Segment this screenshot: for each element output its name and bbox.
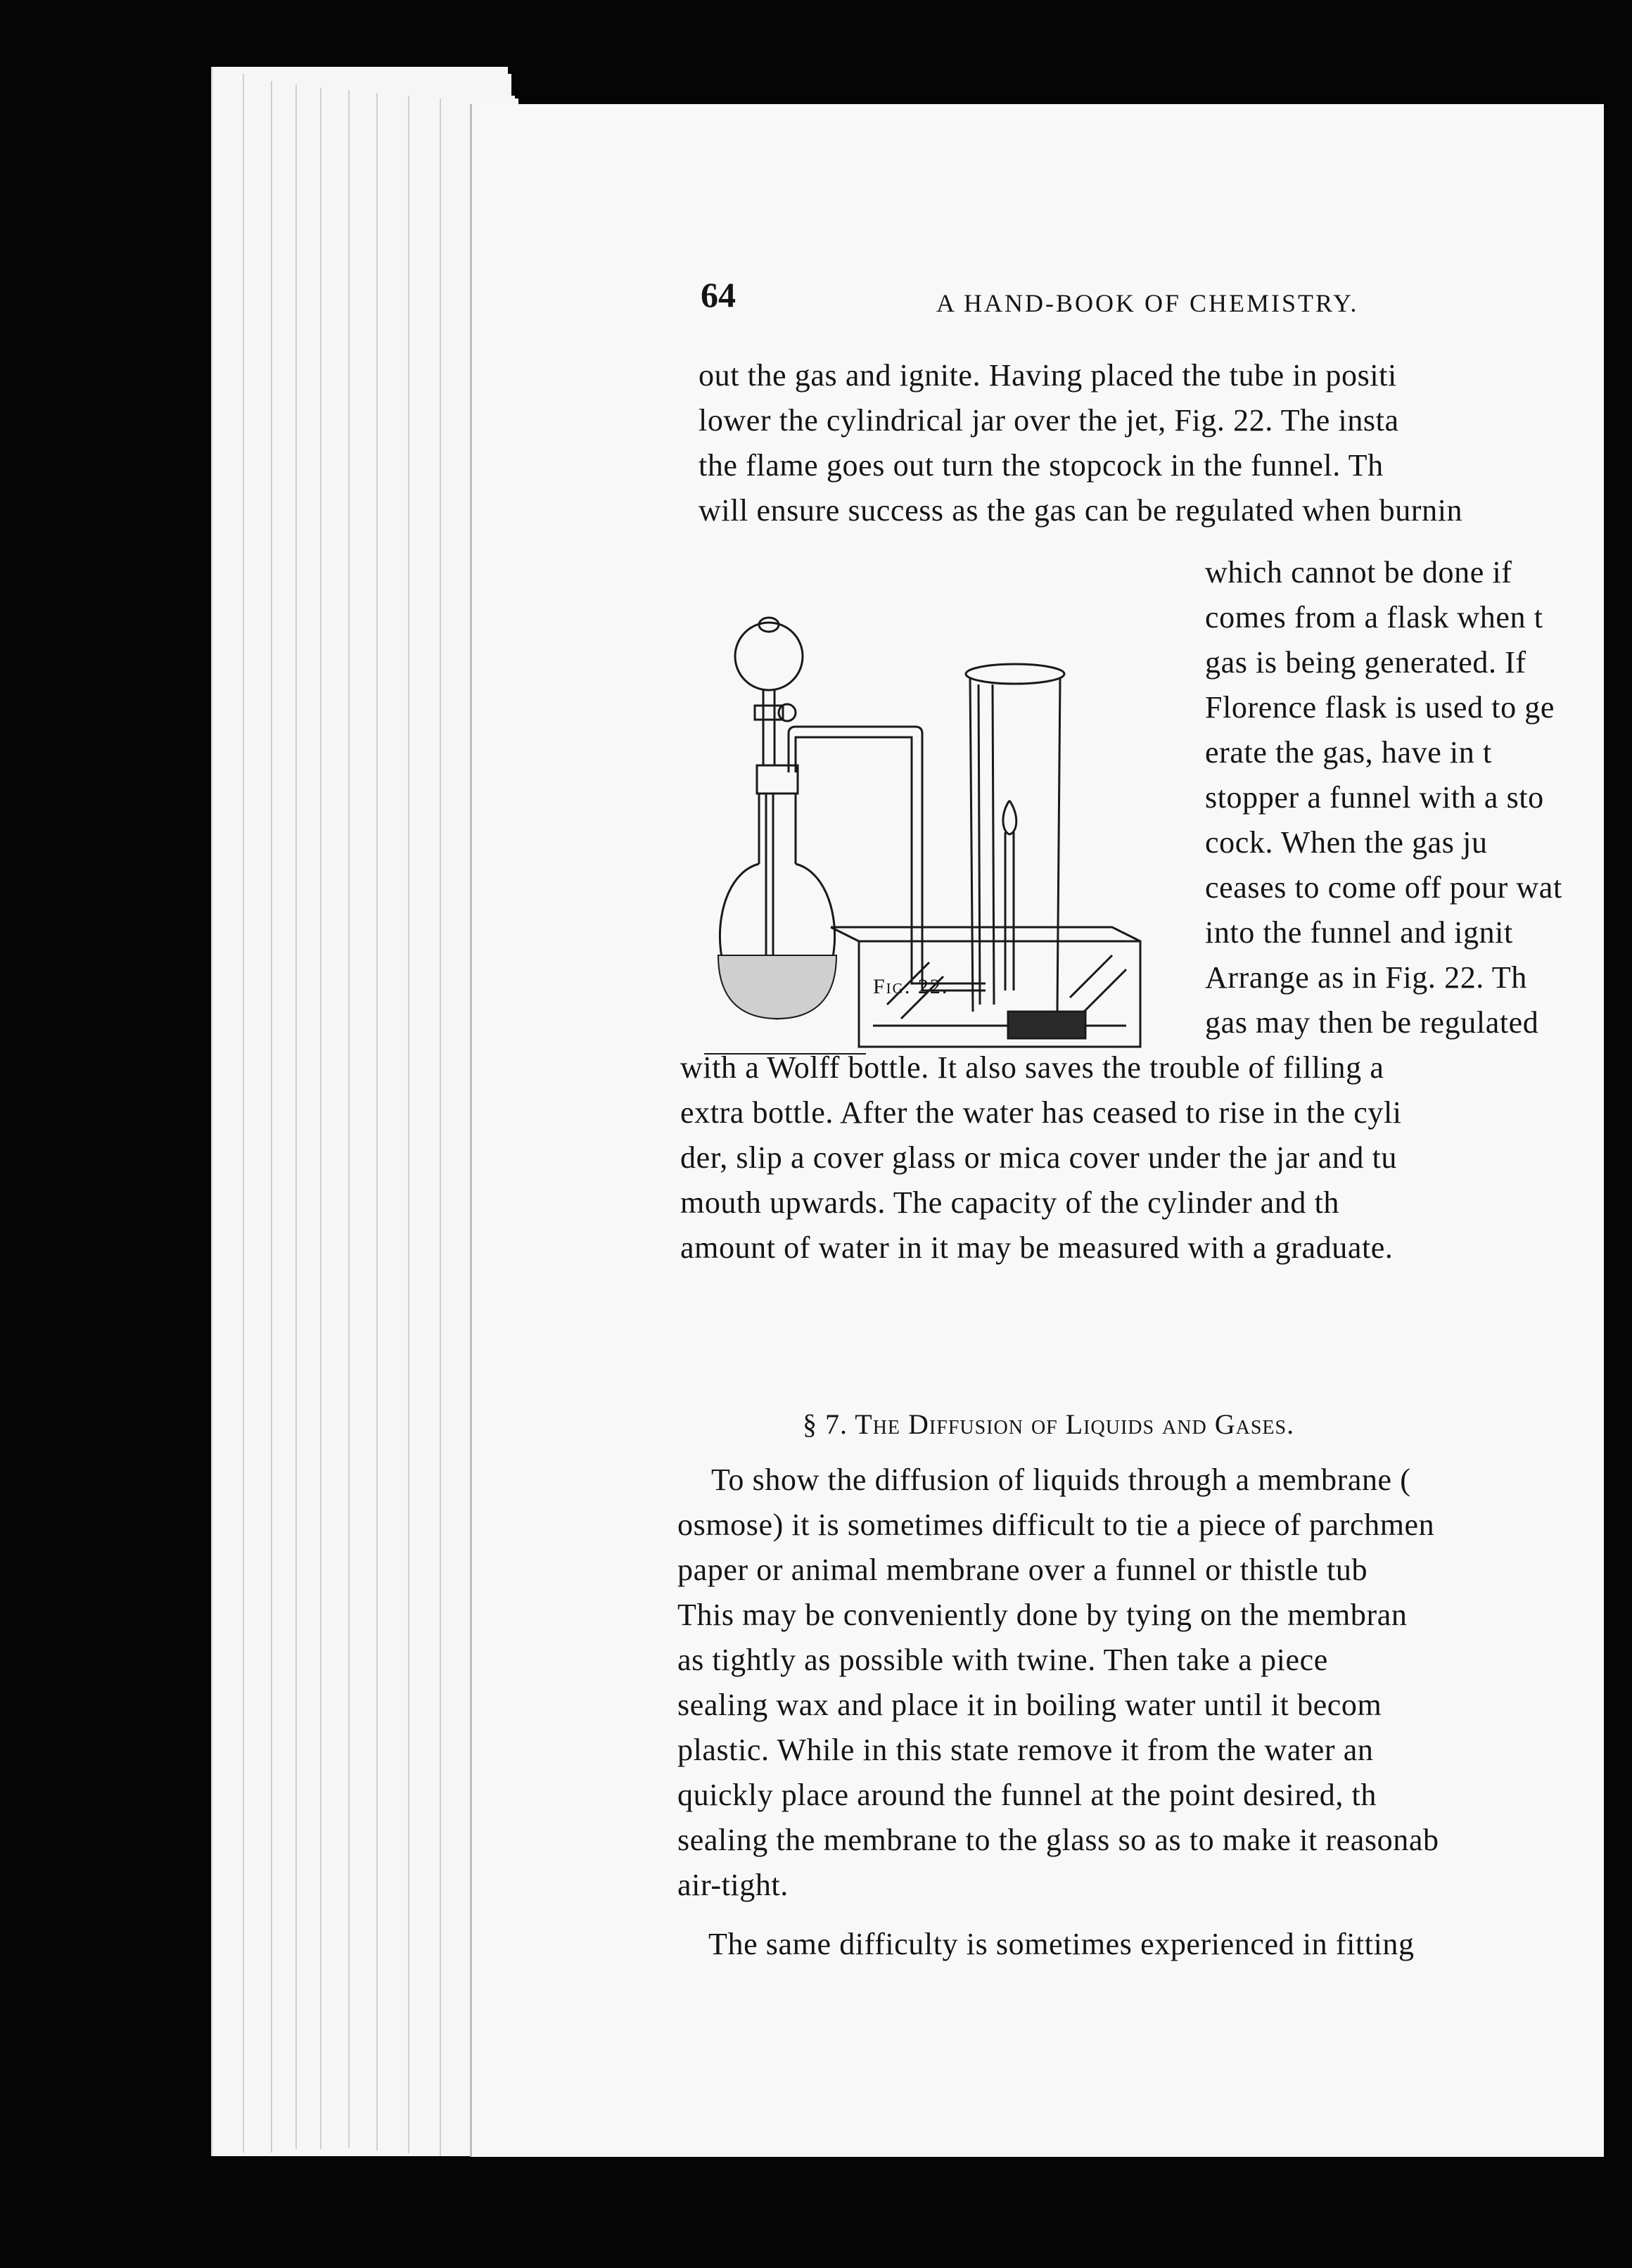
figure-22-illustration (690, 561, 1246, 1103)
text-line: extra bottle. After the water has ceased to rise in the cyli (680, 1095, 1402, 1130)
text-line: air-tight. (677, 1868, 789, 1902)
text-line: comes from a flask when t (1205, 600, 1543, 635)
text-line: cock. When the gas ju (1205, 825, 1488, 860)
text-line: sealing the membrane to the glass so as to make it reasonab (677, 1823, 1439, 1857)
text-line: with a Wolff bottle. It also saves the trouble of filling a (680, 1050, 1384, 1085)
section-heading: § 7. The Diffusion of Liquids and Gases. (803, 1408, 1295, 1440)
text-line: out the gas and ignite. Having placed the tube in positi (699, 358, 1397, 393)
text-line: The same difficulty is sometimes experienced in fitting (708, 1927, 1415, 1961)
text-line: gas may then be regulated (1205, 1005, 1539, 1040)
text-line: Arrange as in Fig. 22. Th (1205, 960, 1527, 995)
text-line: the flame goes out turn the stopcock in the funnel. Th (699, 448, 1384, 483)
text-line: osmose) it is sometimes difficult to tie a piece of parchmen (677, 1508, 1435, 1542)
text-line: Florence flask is used to ge (1205, 690, 1555, 725)
text-line: paper or animal membrane over a funnel or thistle tub (677, 1553, 1368, 1587)
text-line: lower the cylindrical jar over the jet, Fig. 22. The insta (699, 403, 1399, 438)
text-line: amount of water in it may be measured with a graduate. (680, 1230, 1394, 1265)
running-head: A HAND-BOOK OF CHEMISTRY. (936, 289, 1359, 317)
text-line: To show the diffusion of liquids through a membrane ( (711, 1463, 1411, 1497)
text-line: mouth upwards. The capacity of the cylinder and th (680, 1185, 1340, 1220)
scan-border-right (1604, 0, 1632, 2268)
text-line: will ensure success as the gas can be regulated when burnin (699, 493, 1463, 528)
page-number: 64 (701, 275, 736, 314)
book-page (470, 104, 1626, 2157)
text-line: gas is being generated. If (1205, 645, 1526, 680)
text-line: as tightly as possible with twine. Then take a piece (677, 1643, 1328, 1677)
text-line: This may be conveniently done by tying on the membran (677, 1598, 1408, 1632)
text-line: ceases to come off pour wat (1205, 870, 1562, 905)
text-line: into the funnel and ignit (1205, 915, 1513, 950)
text-line: quickly place around the funnel at the point desired, th (677, 1778, 1377, 1812)
text-line: erate the gas, have in t (1205, 735, 1492, 770)
text-line: plastic. While in this state remove it from the water an (677, 1733, 1374, 1767)
figure-caption: Fig. 22. (873, 975, 949, 998)
text-line: der, slip a cover glass or mica cover under the jar and tu (680, 1140, 1397, 1175)
text-line: sealing wax and place it in boiling water until it becom (677, 1688, 1382, 1722)
text-line: which cannot be done if (1205, 555, 1512, 590)
text-line: stopper a funnel with a sto (1205, 780, 1544, 815)
